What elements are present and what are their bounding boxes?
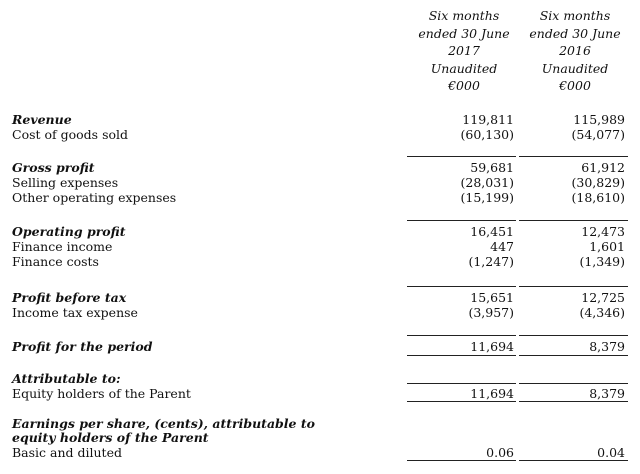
value-2016: 8,379: [589, 339, 625, 354]
subtotal-rule: [519, 156, 628, 157]
value-2016: 0.04: [597, 445, 625, 460]
total-rule: [407, 355, 516, 356]
table-row-gross-profit: [0, 160, 640, 175]
table-row-operating-profit: [0, 224, 640, 239]
row-label: Other operating expenses: [12, 190, 177, 205]
value-2017: (28,031): [460, 175, 514, 190]
value-2016: 61,912: [581, 160, 625, 175]
table-row-profit-before-tax: [0, 290, 640, 305]
value-2016: 12,725: [581, 290, 625, 305]
column-header-2017: [409, 7, 519, 95]
header-line: 2016: [559, 43, 591, 58]
total-rule: [407, 401, 516, 402]
value-2016: 115,989: [573, 112, 625, 127]
value-2017: (60,130): [460, 127, 514, 142]
header-line: 2017: [448, 43, 480, 58]
table-row-eps-heading-continued: [0, 430, 640, 445]
value-2017: 0.06: [486, 445, 514, 460]
row-label: Profit for the period: [12, 339, 153, 354]
header-line: Six months: [428, 8, 500, 23]
header-line: Six months: [539, 8, 611, 23]
row-label: Revenue: [12, 112, 72, 127]
subtotal-rule: [407, 156, 516, 157]
total-rule: [519, 401, 628, 402]
table-row-equity-holders: [0, 386, 640, 401]
table-row-cost-of-goods-sold: [0, 127, 640, 142]
row-label: Basic and diluted: [12, 445, 122, 460]
header-line: ended 30 June: [418, 25, 510, 41]
total-rule: [519, 460, 628, 461]
table-row-income-tax-expense: [0, 305, 640, 320]
subtotal-rule: [407, 335, 516, 336]
value-2017: 15,651: [470, 290, 514, 305]
row-label: Income tax expense: [12, 305, 138, 320]
row-label: Operating profit: [12, 224, 126, 239]
row-label: Cost of goods sold: [12, 127, 129, 142]
table-row-other-operating-expenses: [0, 190, 640, 205]
row-label: Attributable to:: [12, 371, 121, 386]
value-2016: (18,610): [571, 190, 625, 205]
value-2017: (15,199): [460, 190, 514, 205]
table-row-finance-costs: [0, 254, 640, 269]
subtotal-rule: [519, 383, 628, 384]
row-label: Finance costs: [12, 254, 99, 269]
header-line: €000: [559, 78, 591, 93]
row-label: Finance income: [12, 239, 113, 254]
total-rule: [519, 355, 628, 356]
subtotal-rule: [407, 383, 516, 384]
column-header-2016: [520, 7, 630, 95]
header-line: €000: [448, 78, 480, 93]
value-2016: 8,379: [589, 386, 625, 401]
value-2017: 11,694: [470, 339, 514, 354]
value-2017: 11,694: [470, 386, 514, 401]
table-row-finance-income: [0, 239, 640, 254]
value-2017: 119,811: [462, 112, 514, 127]
value-2017: 59,681: [470, 160, 514, 175]
subtotal-rule: [519, 286, 628, 287]
table-row-eps-heading: [0, 416, 640, 431]
subtotal-rule: [407, 220, 516, 221]
row-label: Selling expenses: [12, 175, 119, 190]
total-rule: [407, 460, 516, 461]
value-2016: (30,829): [571, 175, 625, 190]
subtotal-rule: [519, 335, 628, 336]
value-2017: (1,247): [468, 254, 514, 269]
table-row-profit-for-the-period: [0, 339, 640, 354]
value-2016: 12,473: [581, 224, 625, 239]
subtotal-rule: [519, 220, 628, 221]
table-row-selling-expenses: [0, 175, 640, 190]
table-row-basic-and-diluted: [0, 445, 640, 460]
value-2017: (3,957): [468, 305, 514, 320]
value-2016: (54,077): [571, 127, 625, 142]
row-label: Profit before tax: [12, 290, 127, 305]
row-label: Equity holders of the Parent: [12, 386, 191, 401]
row-label: Earnings per share, (cents), attributable to: [12, 416, 315, 431]
row-label: Gross profit: [12, 160, 95, 175]
value-2017: 447: [490, 239, 514, 254]
row-label: equity holders of the Parent: [12, 430, 209, 445]
value-2016: 1,601: [589, 239, 625, 254]
header-line: ended 30 June: [529, 25, 621, 41]
header-line: Unaudited: [541, 60, 609, 76]
header-line: Unaudited: [430, 60, 498, 76]
value-2017: 16,451: [470, 224, 514, 239]
table-row-revenue: [0, 112, 640, 127]
value-2016: (4,346): [579, 305, 625, 320]
subtotal-rule: [407, 286, 516, 287]
value-2016: (1,349): [579, 254, 625, 269]
